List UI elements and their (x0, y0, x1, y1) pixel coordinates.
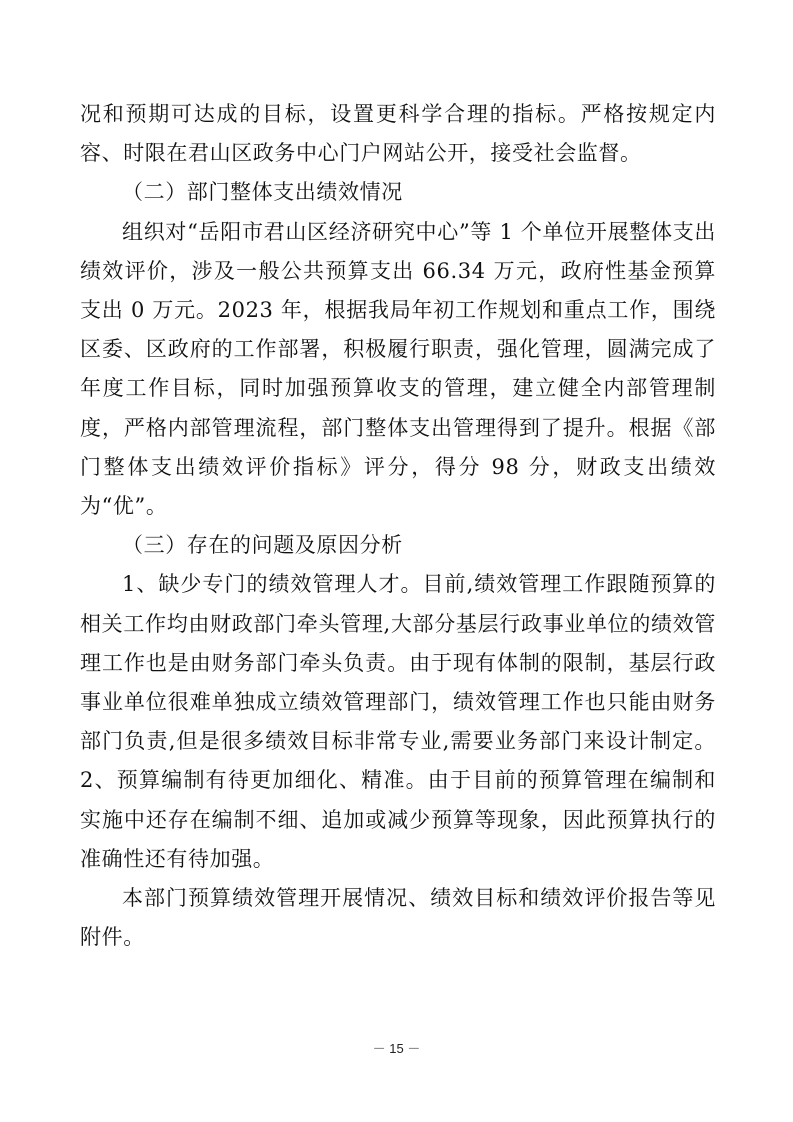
section-heading-2: （二）部门整体支出绩效情况 (122, 180, 403, 205)
paragraph-overall-performance: 组织对“岳阳市君山区经济研究中心”等 1 个单位开展整体支出绩效评价，涉及一般公共预算支出 66.34 万元，政府性基金预算支出 0 万元。2023 年，根据我局年初工作规划和重点工作，围绕区委、区政府的工作部署，积极履行职责，强化管理，圆满完成了年度工作目标，同时加强预算收支的管理，建立健全内部管理制度，严格内部管理流程，部门整体支出管理得到了提升。根据《部门整体支出绩效评价指标》评分，得分 98 分，财政支出绩效为“优”。 (80, 219, 716, 519)
paragraph-continuation: 况和预期可达成的目标，设置更科学合理的指标。严格按规定内容、时限在君山区政务中心门户网站公开，接受社会监督。 (80, 102, 716, 166)
body-text (80, 95, 716, 957)
paragraph-attachment-note: 本部门预算绩效管理开展情况、绩效目标和绩效评价报告等见附件。 (80, 886, 716, 950)
page-number: － 15 － (372, 1041, 421, 1056)
paragraph-problems: 1、缺少专门的绩效管理人才。目前,绩效管理工作跟随预算的相关工作均由财政部门牵头管理,大部分基层行政事业单位的绩效管理工作也是由财务部门牵头负责。由于现有体制的限制，基层行政事业单位很难单独成立绩效管理部门，绩效管理工作也只能由财务部门负责,但是很多绩效目标非常专业,需要业务部门来设计制定。2、预算编制有待更加细化、精准。由于目前的预算管理在编制和实施中还存在编制不细、追加或减少预算等现象，因此预算执行的准确性还有待加强。 (80, 572, 716, 871)
section-heading-3: （三）存在的问题及原因分析 (122, 533, 403, 558)
